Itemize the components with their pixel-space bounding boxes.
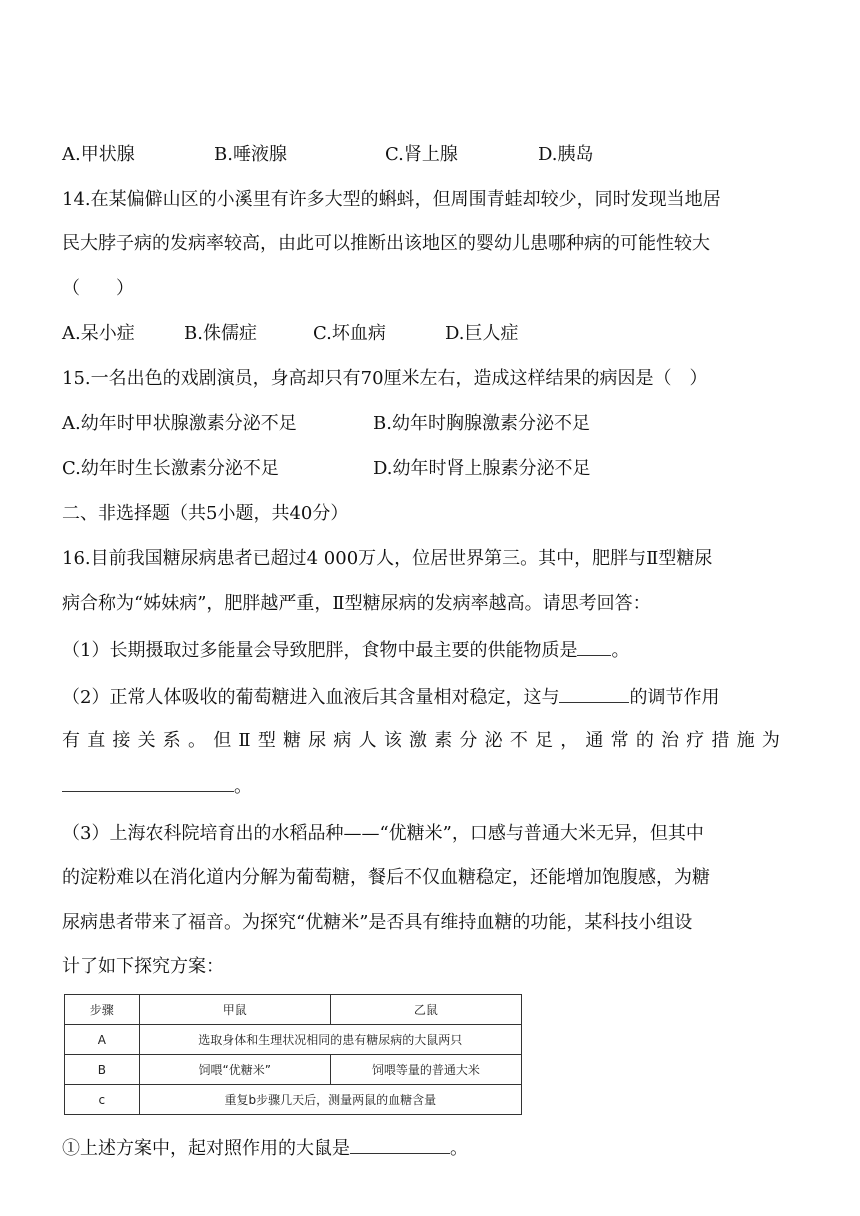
q16-part-2-text-a: （2）正常人体吸收的葡萄糖进入血液后其含量相对稳定，这与 [62, 687, 560, 708]
q14-option-b: B.侏儒症 [184, 323, 257, 344]
table-header-yi: 乙鼠 [330, 995, 521, 1025]
table-cell-jia: 饲喂“优糖米” [139, 1055, 330, 1085]
q14-stem-line-1: 14.在某偏僻山区的小溪里有许多大型的蝌蚪，但周围青蛙却较少，同时发现当地居 [62, 189, 721, 210]
section-heading: 二、非选择题（共5小题，共40分） [62, 503, 349, 524]
q16-part-3-line-3: 尿病患者带来了福音。为探究“优糖米”是否具有维持血糖的功能，某科技小组设 [62, 912, 693, 933]
q16-part-2-blank-2[interactable] [62, 773, 234, 792]
table-cell-merged: 选取身体和生理状况相同的患有糖尿病的大鼠两只 [139, 1025, 521, 1055]
q13-option-c: C.肾上腺 [385, 144, 458, 165]
table-cell-merged: 重复b步骤几天后，测量两鼠的血糖含量 [139, 1085, 521, 1115]
table-cell-step: c [65, 1085, 140, 1115]
q13-option-d: D.胰岛 [538, 144, 594, 165]
table-header-row [65, 995, 522, 1025]
table-cell-yi: 饲喂等量的普通大米 [330, 1055, 521, 1085]
q16-intro-line-1: 16.目前我国糖尿病患者已超过4 000万人，位居世界第三。其中，肥胖与Ⅱ型糖尿 [62, 548, 713, 569]
q14-option-a: A.呆小症 [62, 323, 135, 344]
table-row [65, 1085, 522, 1115]
table-cell-step: A [65, 1025, 140, 1055]
q16-part-2-line-3 [62, 773, 252, 799]
table-header-jia: 甲鼠 [139, 995, 330, 1025]
q15-option-d: D.幼年时肾上腺素分泌不足 [373, 458, 591, 479]
q16-part-1 [62, 637, 629, 663]
q16-sub-question-1 [62, 1135, 468, 1161]
q14-option-c: C.坏血病 [313, 323, 386, 344]
q15-stem: 15.一名出色的戏剧演员，身高却只有70厘米左右，造成这样结果的病因是（ ） [62, 368, 708, 389]
q16-sub-1-blank[interactable] [350, 1135, 450, 1154]
q14-stem-line-2: 民大脖子病的发病率较高，由此可以推断出该地区的婴幼儿患哪种病的可能性较大 [62, 233, 710, 254]
table-header-step: 步骤 [65, 995, 140, 1025]
q16-part-3-line-4: 计了如下探究方案： [62, 956, 224, 977]
q13-option-b: B.唾液腺 [214, 144, 287, 165]
experiment-table [64, 994, 522, 1115]
q15-option-b: B.幼年时胸腺激素分泌不足 [373, 413, 590, 434]
q15-option-a: A.幼年时甲状腺激素分泌不足 [62, 413, 297, 434]
q16-part-2-line-1 [62, 684, 719, 710]
table-row [65, 1055, 522, 1085]
q16-part-3-line-1: （3）上海农科院培育出的水稻品种——“优糖米”，口感与普通大米无异，但其中 [62, 823, 704, 844]
q16-part-2-end: 。 [234, 776, 252, 797]
q16-part-1-end: 。 [611, 640, 630, 661]
q16-part-2-line-2: 有直接关系。但Ⅱ型糖尿病人该激素分泌不足，通常的治疗措施为 [62, 730, 788, 751]
q15-option-c: C.幼年时生长激素分泌不足 [62, 458, 279, 479]
table-cell-step: B [65, 1055, 140, 1085]
q16-sub-1-text: ①上述方案中，起对照作用的大鼠是 [62, 1138, 350, 1159]
q16-part-3-line-2: 的淀粉难以在消化道内分解为葡萄糖，餐后不仅血糖稳定，还能增加饱腹感，为糖 [62, 867, 710, 888]
q16-part-1-text: （1）长期摄取过多能量会导致肥胖，食物中最主要的供能物质是 [62, 640, 578, 661]
q13-option-a: A.甲状腺 [62, 144, 135, 165]
q16-part-2-blank-1[interactable] [559, 684, 629, 703]
table-row [65, 1025, 522, 1055]
q16-sub-1-end: 。 [450, 1138, 468, 1159]
q16-part-2-text-b: 的调节作用 [629, 687, 720, 708]
q14-answer-bracket: （ ） [62, 278, 134, 299]
q14-option-d: D.巨人症 [445, 323, 519, 344]
q16-part-1-blank[interactable] [577, 637, 611, 656]
q16-intro-line-2: 病合称为“姊妹病”，肥胖越严重，Ⅱ型糖尿病的发病率越高。请思考回答： [62, 593, 651, 614]
